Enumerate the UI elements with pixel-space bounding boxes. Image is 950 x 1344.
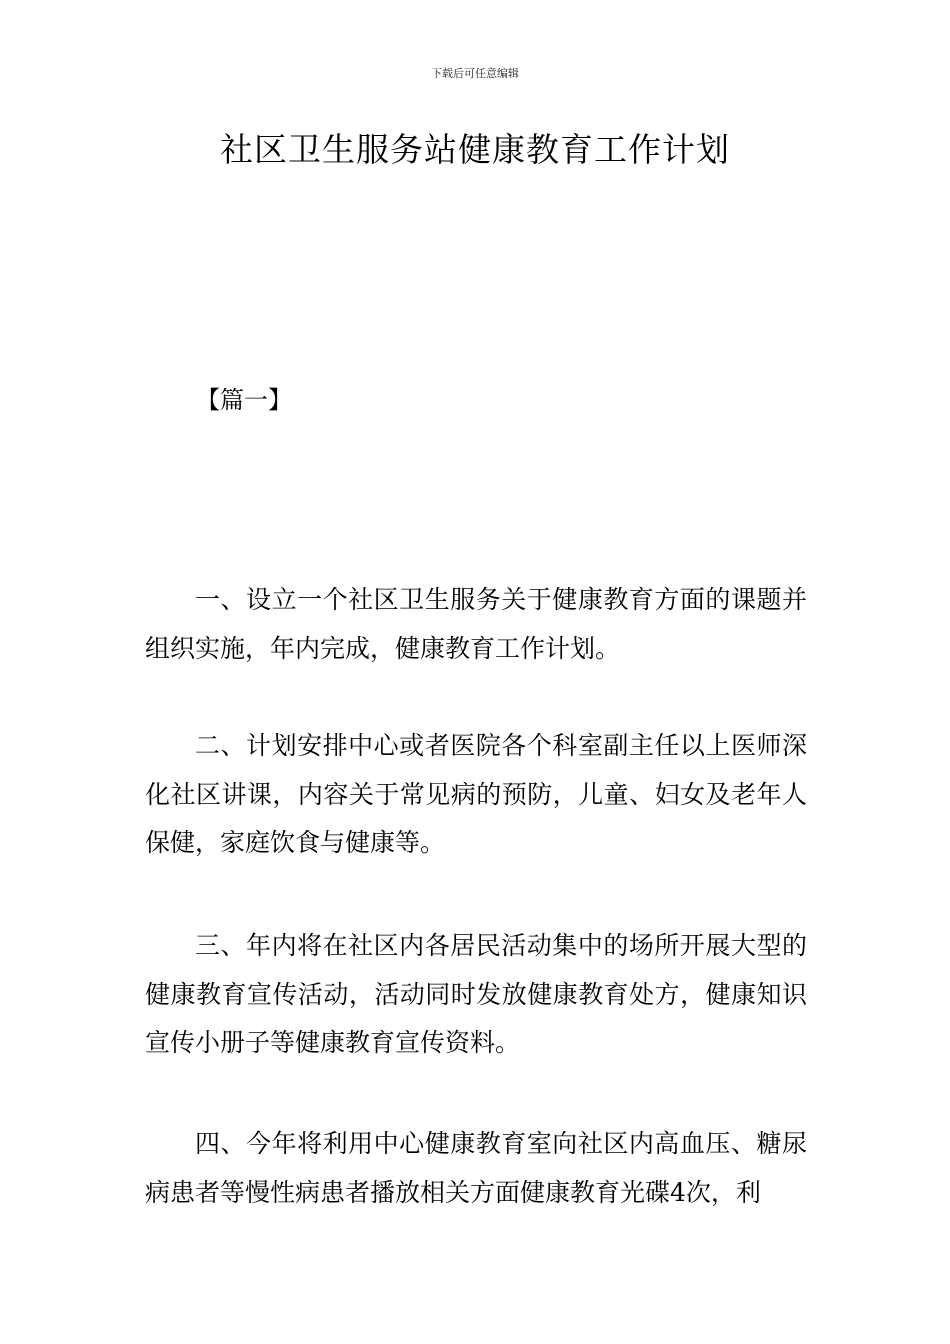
paragraph-3: 三、年内将在社区内各居民活动集中的场所开展大型的健康教育宣传活动，活动同时发放健康教育处方，健康知识宣传小册子等健康教育宣传资料。 [145,931,807,1057]
paragraph-2: 二、计划安排中心或者医院各个科室副主任以上医师深化社区讲课，内容关于常见病的预防，儿童、妇女及老年人保健，家庭饮食与健康等。 [145,731,807,857]
download-edit-note: 下载后可任意编辑 [431,67,519,80]
section-label: 【篇一】 [196,386,292,414]
paragraph-4: 四、今年将利用中心健康教育室向社区内高血压、糖尿病患者等慢性病患者播放相关方面健康教育光碟4次，利 [145,1129,807,1207]
document-title: 社区卫生服务站健康教育工作计划 [220,130,730,169]
paragraph-1: 一、设立一个社区卫生服务关于健康教育方面的课题并组织实施，年内完成，健康教育工作计划。 [145,585,807,663]
